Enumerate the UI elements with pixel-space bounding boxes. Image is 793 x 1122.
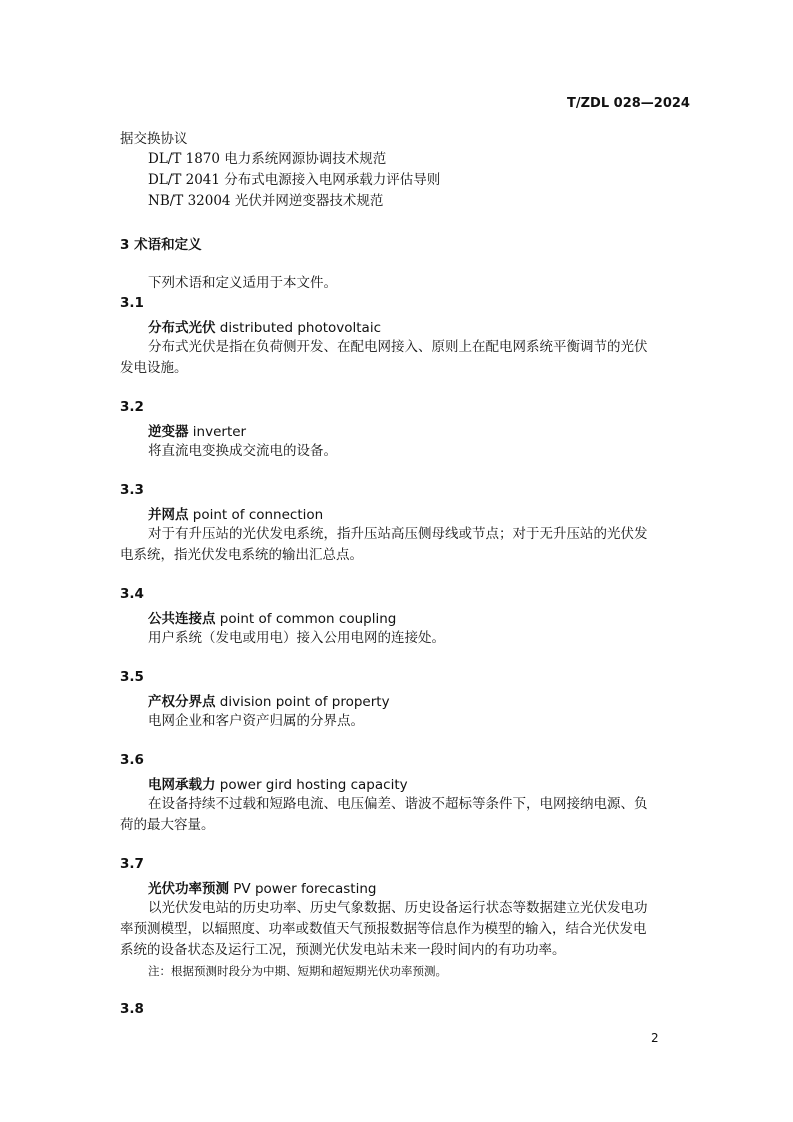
term-number: 3.6 (120, 752, 144, 768)
term-number: 3.5 (120, 669, 144, 685)
term-definition-line: 发电设施。 (120, 360, 188, 376)
term-zh: 电网承载力 (148, 777, 216, 793)
reference-item: DL/T 2041 分布式电源接入电网承载力评估导则 (148, 172, 441, 188)
section-intro: 下列术语和定义适用于本文件。 (148, 275, 337, 291)
reference-item: NB/T 32004 光伏并网逆变器技术规范 (148, 193, 384, 209)
term-heading (148, 690, 390, 710)
term-number: 3.7 (120, 856, 144, 872)
term-zh: 产权分界点 (148, 694, 216, 710)
term-definition-line: 率预测模型，以辐照度、功率或数值天气预报数据等信息作为模型的输入，结合光伏发电 (120, 921, 647, 937)
term-en: inverter (188, 424, 247, 440)
term-en: distributed photovoltaic (215, 320, 382, 336)
page-number: 2 (651, 1031, 659, 1045)
term-definition-line: 系统的设备状态及运行工况，预测光伏发电站未来一段时间内的有功功率。 (120, 942, 566, 958)
term-number: 3.3 (120, 482, 144, 498)
term-definition-line: 电网企业和客户资产归属的分界点。 (148, 713, 364, 729)
term-heading (148, 503, 323, 523)
term-definition-line: 以光伏发电站的历史功率、历史气象数据、历史设备运行状态等数据建立光伏发电功 (148, 900, 648, 916)
document-code: T/ZDL 028—2024 (567, 96, 690, 111)
term-zh: 并网点 (148, 507, 189, 523)
term-definition-line: 用户系统（发电或用电）接入公用电网的连接处。 (148, 630, 445, 646)
term-zh: 光伏功率预测 (148, 881, 229, 897)
term-zh: 分布式光伏 (148, 320, 216, 336)
section-title: 3 术语和定义 (120, 237, 202, 253)
term-en: point of common coupling (215, 611, 397, 627)
term-heading (148, 607, 396, 627)
term-definition-line: 分布式光伏是指在负荷侧开发、在配电网接入、原则上在配电网系统平衡调节的光伏 (148, 339, 648, 355)
term-definition-line: 将直流电变换成交流电的设备。 (148, 443, 337, 459)
term-definition-line: 在设备持续不过载和短路电流、电压偏差、谐波不超标等条件下，电网接纳电源、负 (148, 796, 648, 812)
term-en: power gird hosting capacity (215, 777, 408, 793)
term-heading (148, 316, 381, 336)
reference-continuation: 据交换协议 (120, 131, 188, 147)
term-heading (148, 420, 246, 440)
term-zh: 公共连接点 (148, 611, 216, 627)
term-definition-line: 对于有升压站的光伏发电系统，指升压站高压侧母线或节点；对于无升压站的光伏发 (148, 526, 648, 542)
term-en: division point of property (215, 694, 390, 710)
term-number: 3.4 (120, 586, 144, 602)
term-number: 3.2 (120, 399, 144, 415)
term-number: 3.8 (120, 1001, 144, 1017)
reference-item: DL/T 1870 电力系统网源协调技术规范 (148, 151, 387, 167)
term-heading (148, 773, 408, 793)
term-heading (148, 877, 376, 897)
term-number: 3.1 (120, 295, 144, 311)
term-en: PV power forecasting (229, 881, 377, 897)
term-zh: 逆变器 (148, 424, 189, 440)
term-definition-line: 电系统，指光伏发电系统的输出汇总点。 (120, 547, 363, 563)
term-definition-line: 荷的最大容量。 (120, 817, 215, 833)
term-note: 注：根据预测时段分为中期、短期和超短期光伏功率预测。 (148, 964, 447, 978)
term-en: point of connection (188, 507, 324, 523)
